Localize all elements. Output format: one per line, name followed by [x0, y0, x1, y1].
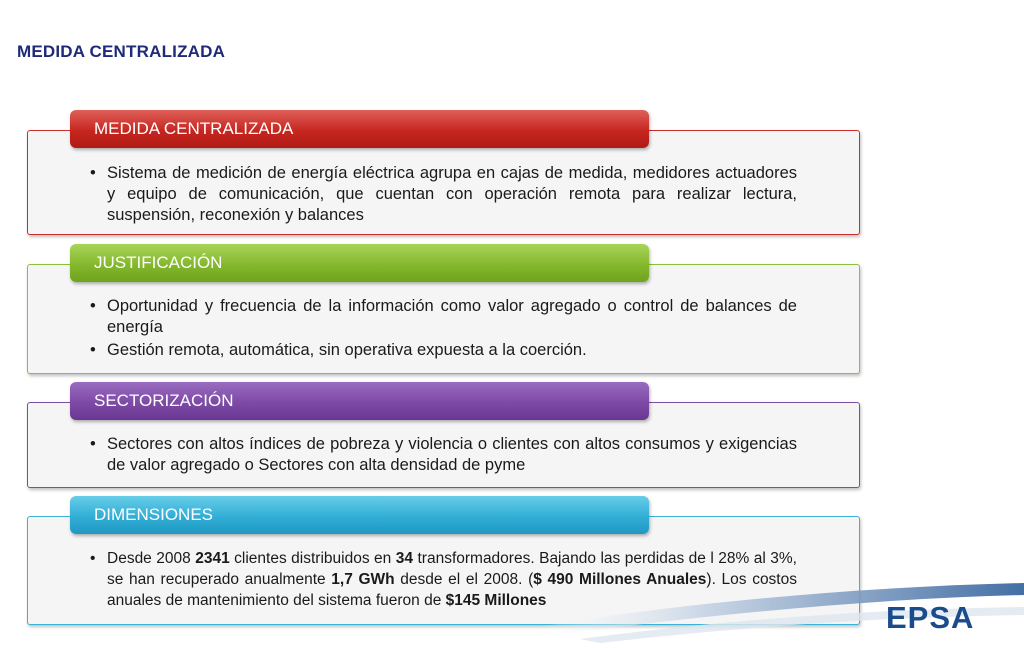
section-medida-centralizada	[27, 110, 860, 240]
slide-title: MEDIDA CENTRALIZADA	[17, 42, 226, 61]
bold-energy-recovered: 1,7 GWh	[331, 571, 395, 588]
bold-clients-count: 2341	[195, 550, 230, 567]
section-header: JUSTIFICACIÓN	[70, 244, 649, 282]
section-justificacion	[27, 244, 860, 379]
bullet-list	[87, 296, 797, 361]
bullet-item: • Sectores con altos índices de pobreza y violencia o clientes con altos consumos y exigencias de valor agregado o Sectores con alta densidad de pyme	[87, 434, 797, 476]
epsa-logo: EPSA	[886, 600, 975, 635]
bullet-item: • Gestión remota, automática, sin operativa expuesta a la coerción.	[87, 340, 797, 361]
text-run: transformadores. Bajando las perdidas de l 28% al 3%, se han recuperado anualmente	[107, 550, 797, 588]
section-header: MEDIDA CENTRALIZADA	[70, 110, 649, 148]
bullet-list	[87, 434, 797, 476]
bold-annual-value: $ 490 Millones Anuales	[533, 571, 707, 588]
bullet-item: • Oportunidad y frecuencia de la información como valor agregado o control de balances de energía	[87, 296, 797, 338]
section-sectorizacion	[27, 382, 860, 492]
text-run: clientes distribuidos en	[229, 550, 396, 567]
bold-transformers-count: 34	[395, 550, 414, 567]
bullet-item: • Sistema de medición de energía eléctrica agrupa en cajas de medida, medidores actuadores y equipo de comunicación, que cuentan con operación remota para realizar lectura, suspensión, reconexión y balances	[87, 163, 797, 226]
section-header: SECTORIZACIÓN	[70, 382, 649, 420]
section-header: DIMENSIONES	[70, 496, 649, 534]
bold-maintenance-cost: $145 Millones	[445, 592, 547, 609]
text-run: Desde 2008	[107, 550, 196, 567]
bullet-list	[87, 163, 797, 226]
text-run: ). Los costos anuales de mantenimiento del sistema fueron de	[107, 571, 797, 609]
text-run: desde el el 2008. (	[394, 571, 534, 588]
